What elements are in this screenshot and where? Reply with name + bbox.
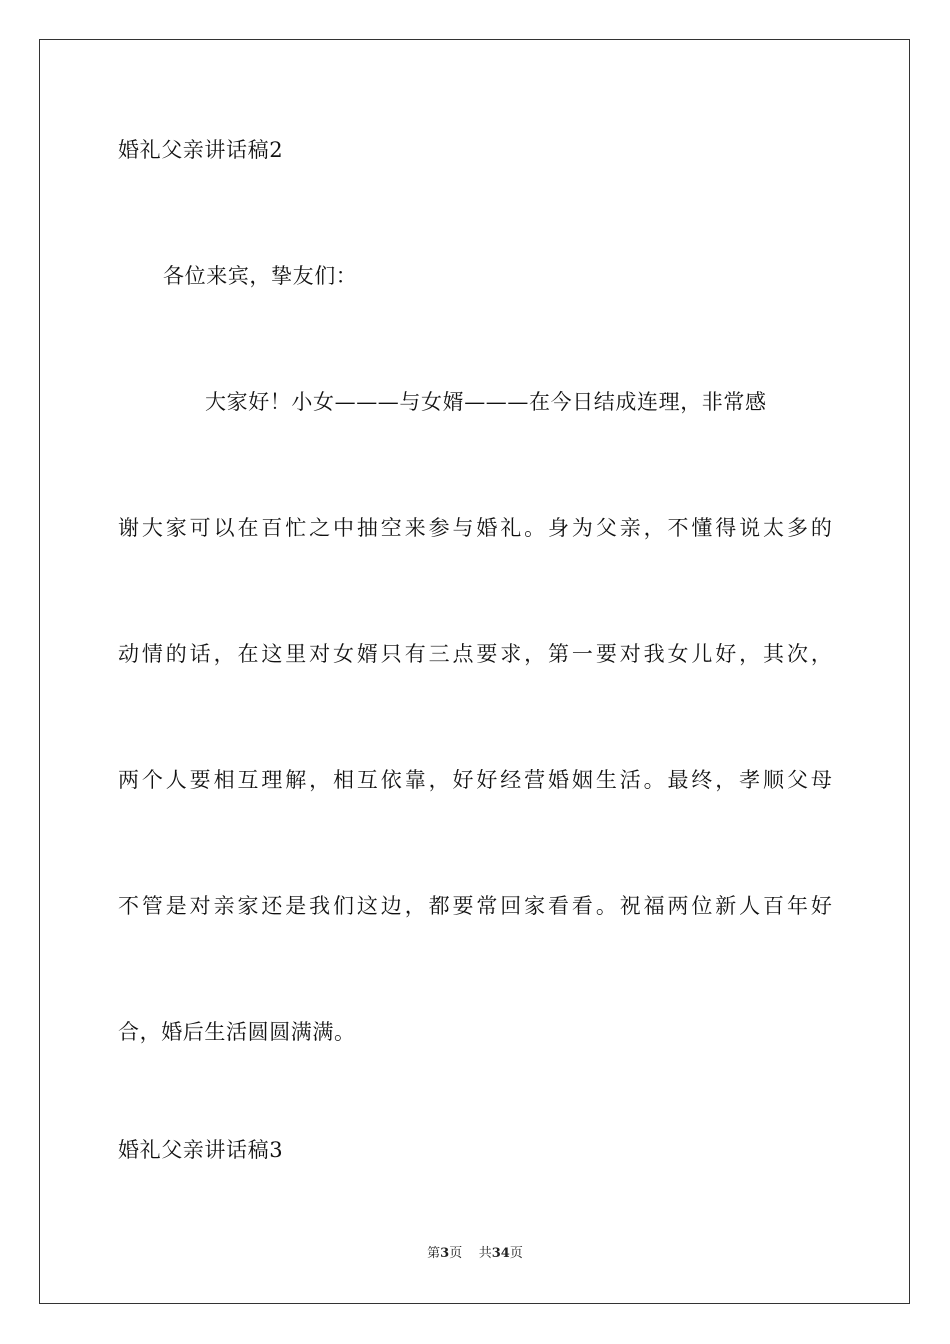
glyph: 与	[452, 516, 474, 540]
glyph: 懂	[691, 516, 713, 540]
glyph: 对	[189, 894, 211, 918]
glyph: 要	[452, 894, 474, 918]
glyph: ，	[739, 642, 761, 666]
glyph: 姻	[571, 768, 593, 792]
glyph: 好	[476, 768, 498, 792]
glyph: 理	[261, 768, 283, 792]
glyph: 。	[524, 516, 546, 540]
glyph: 父	[595, 516, 617, 540]
glyph: 孝	[739, 768, 761, 792]
glyph: 为	[571, 516, 593, 540]
glyph: 好	[715, 642, 737, 666]
glyph: 抽	[356, 516, 378, 540]
glyph: 人	[739, 894, 761, 918]
glyph: 在	[237, 642, 259, 666]
glyph: 是	[285, 894, 307, 918]
paragraph-line	[118, 892, 832, 920]
glyph: 靠	[404, 768, 426, 792]
glyph: 经	[500, 768, 522, 792]
glyph: 点	[452, 642, 474, 666]
glyph: 要	[476, 642, 498, 666]
glyph: 好	[810, 894, 832, 918]
glyph: 个	[141, 768, 163, 792]
glyph: 看	[571, 894, 593, 918]
glyph: 求	[500, 642, 522, 666]
footer-total-pages: 34	[491, 1246, 510, 1261]
glyph: 的	[165, 642, 187, 666]
glyph: 母	[810, 768, 832, 792]
glyph: 礼	[500, 516, 522, 540]
glyph: ，	[643, 516, 665, 540]
glyph: 亲	[619, 516, 641, 540]
glyph: 互	[356, 768, 378, 792]
glyph: 们	[333, 894, 355, 918]
glyph: 福	[643, 894, 665, 918]
glyph: 得	[715, 516, 737, 540]
glyph: 忙	[285, 516, 307, 540]
glyph: 身	[548, 516, 570, 540]
glyph: 生	[595, 768, 617, 792]
glyph: 都	[428, 894, 450, 918]
glyph: 三	[428, 642, 450, 666]
glyph: 婿	[356, 642, 378, 666]
glyph: ，	[524, 642, 546, 666]
glyph: 相	[213, 768, 235, 792]
glyph: ，	[810, 642, 832, 666]
glyph: 。	[643, 768, 665, 792]
glyph: 位	[691, 894, 713, 918]
glyph: 终	[691, 768, 713, 792]
glyph: 其	[763, 642, 785, 666]
glyph: 我	[643, 642, 665, 666]
footer-total-suffix: 页	[509, 1246, 523, 1261]
paragraph-line-first: 大家好！小女———与女婿———在今日结成连理，非常感	[205, 390, 767, 414]
glyph: 祝	[619, 894, 641, 918]
glyph: 以	[213, 516, 235, 540]
glyph: 亲	[213, 894, 235, 918]
glyph: 百	[261, 516, 283, 540]
glyph: 家	[165, 516, 187, 540]
glyph: 情	[141, 642, 163, 666]
glyph: 次	[786, 642, 808, 666]
glyph: 多	[786, 516, 808, 540]
glyph: 里	[285, 642, 307, 666]
glyph: 空	[380, 516, 402, 540]
glyph: 谢	[118, 516, 139, 540]
glyph: 这	[356, 894, 378, 918]
glyph: 话	[189, 642, 211, 666]
glyph: 说	[739, 516, 761, 540]
glyph: 活	[619, 768, 641, 792]
salutation: 各位来宾，挚友们：	[163, 264, 358, 288]
paragraph-line	[118, 766, 832, 794]
glyph: 对	[619, 642, 641, 666]
glyph: 人	[165, 768, 187, 792]
glyph: 来	[404, 516, 426, 540]
footer-page-suffix: 页	[449, 1246, 463, 1261]
glyph: 我	[309, 894, 331, 918]
glyph: 看	[548, 894, 570, 918]
glyph: 有	[404, 642, 426, 666]
glyph: 的	[810, 516, 832, 540]
glyph: 大	[141, 516, 163, 540]
glyph: 婚	[476, 516, 498, 540]
glyph: 之	[309, 516, 331, 540]
glyph: 这	[261, 642, 283, 666]
glyph: 边	[380, 894, 402, 918]
glyph: ，	[404, 894, 426, 918]
glyph: 是	[165, 894, 187, 918]
glyph: 参	[428, 516, 450, 540]
glyph: 。	[595, 894, 617, 918]
glyph: ，	[309, 768, 331, 792]
glyph: 父	[786, 768, 808, 792]
glyph: 家	[524, 894, 546, 918]
glyph: 儿	[691, 642, 713, 666]
glyph: 第	[548, 642, 570, 666]
glyph: 依	[380, 768, 402, 792]
glyph: 两	[667, 894, 689, 918]
glyph: 只	[380, 642, 402, 666]
glyph: 最	[667, 768, 689, 792]
glyph: 家	[237, 894, 259, 918]
glyph: 女	[667, 642, 689, 666]
footer-page-prefix: 第	[427, 1246, 441, 1261]
glyph: 百	[763, 894, 785, 918]
glyph: 还	[261, 894, 283, 918]
glyph: ，	[213, 642, 235, 666]
glyph: 一	[571, 642, 593, 666]
glyph: ，	[428, 768, 450, 792]
section-heading: 婚礼父亲讲话稿2	[118, 138, 284, 162]
footer-total-prefix: 共	[478, 1246, 492, 1261]
glyph: 对	[309, 642, 331, 666]
glyph: ，	[715, 768, 737, 792]
glyph: 营	[524, 768, 546, 792]
glyph: 在	[237, 516, 259, 540]
glyph: 中	[333, 516, 355, 540]
glyph: 两	[118, 768, 139, 792]
glyph: 可	[189, 516, 211, 540]
glyph: 好	[452, 768, 474, 792]
section-heading: 婚礼父亲讲话稿3	[118, 1138, 284, 1162]
glyph: 动	[118, 642, 139, 666]
page-footer	[0, 1245, 950, 1263]
glyph: 顺	[763, 768, 785, 792]
footer-page-number: 3	[440, 1246, 450, 1261]
glyph: 新	[715, 894, 737, 918]
page-border	[39, 39, 910, 1304]
glyph: 要	[189, 768, 211, 792]
glyph: 年	[786, 894, 808, 918]
glyph: 解	[285, 768, 307, 792]
glyph: 女	[333, 642, 355, 666]
glyph: 相	[333, 768, 355, 792]
glyph: 互	[237, 768, 259, 792]
paragraph-line-last: 合，婚后生活圆圆满满。	[118, 1020, 356, 1044]
glyph: 太	[763, 516, 785, 540]
glyph: 要	[595, 642, 617, 666]
paragraph-line	[118, 640, 832, 668]
paragraph-line	[118, 514, 832, 542]
glyph: 婚	[548, 768, 570, 792]
glyph: 管	[141, 894, 163, 918]
glyph: 不	[667, 516, 689, 540]
glyph: 回	[500, 894, 522, 918]
glyph: 常	[476, 894, 498, 918]
glyph: 不	[118, 894, 139, 918]
